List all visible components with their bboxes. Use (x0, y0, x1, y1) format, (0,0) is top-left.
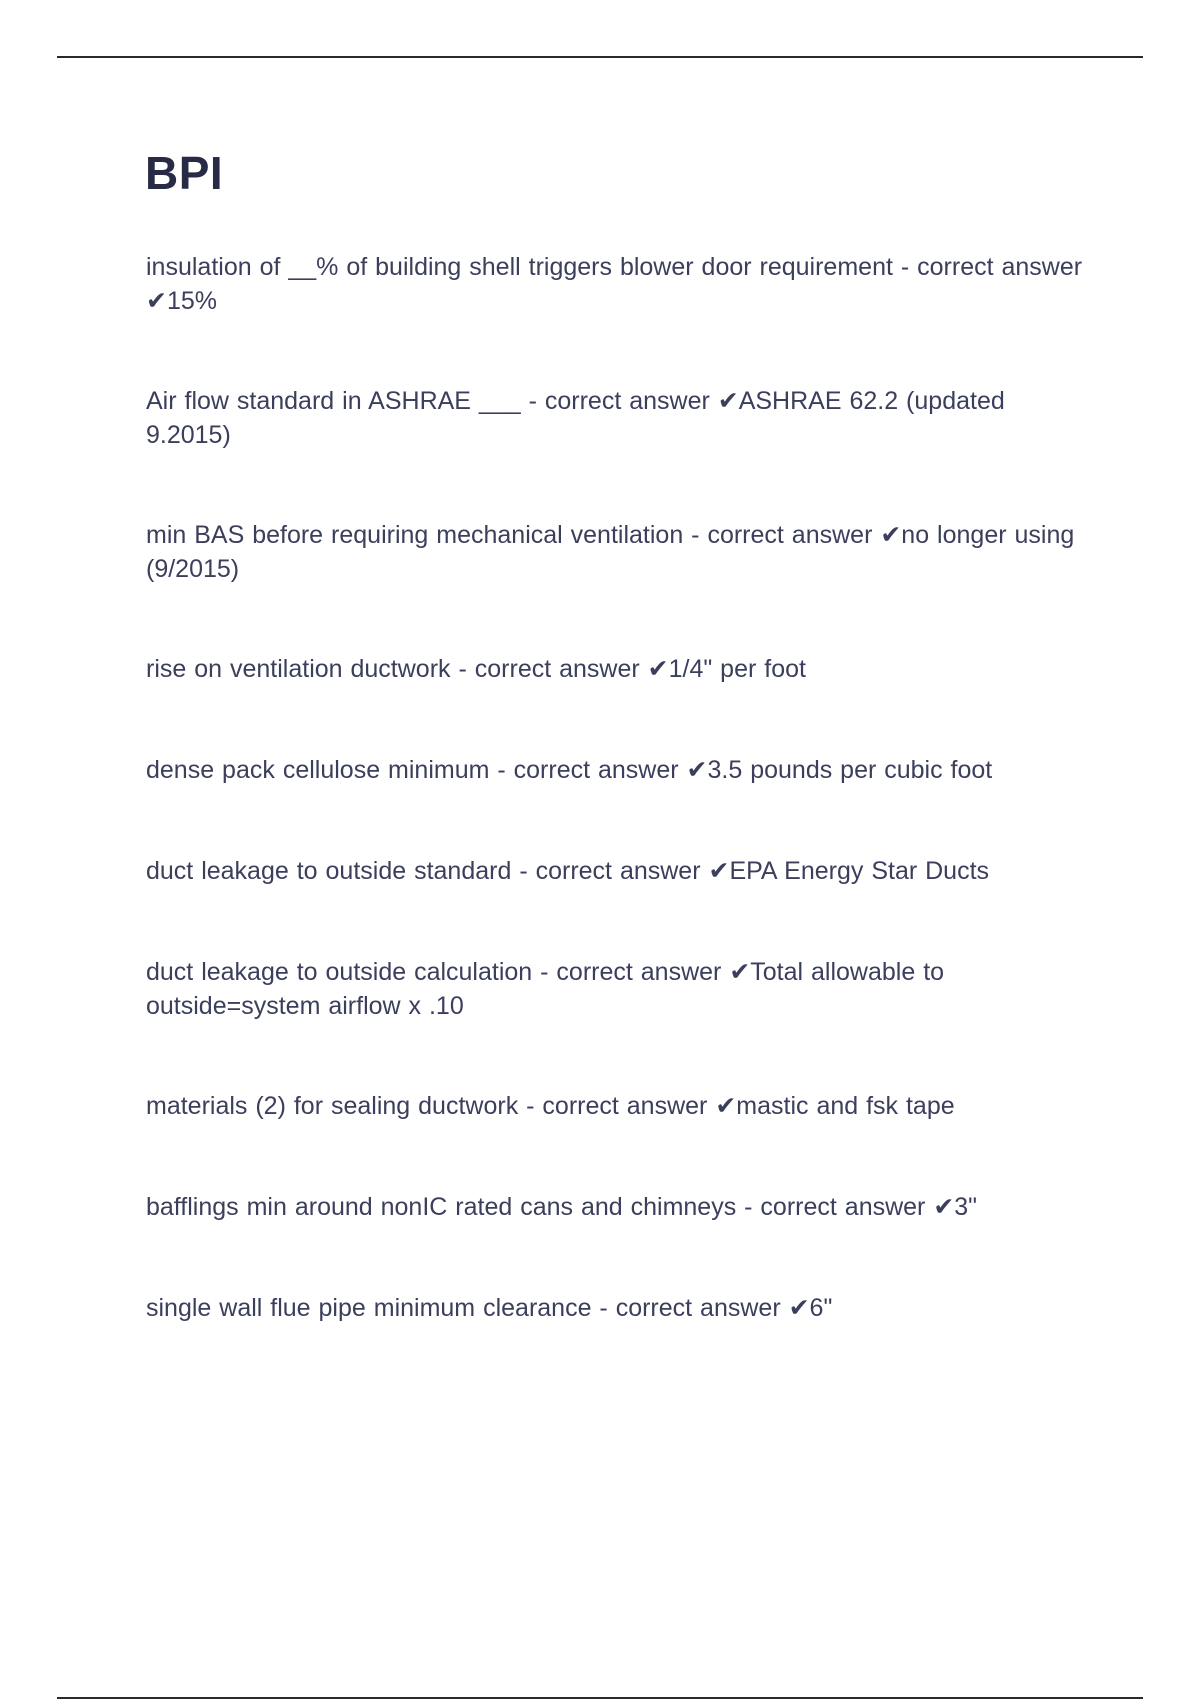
answer-separator: - correct answer (736, 1193, 934, 1221)
question-text: insulation of __% of building shell triggers blower door requirement (146, 253, 893, 281)
answer-separator: - correct answer (532, 958, 730, 986)
answer-separator: - correct answer (489, 756, 687, 784)
qa-item (146, 250, 1096, 318)
question-text: Air flow standard in ASHRAE ___ (146, 387, 521, 415)
answer-separator: - correct answer (518, 1092, 716, 1120)
question-text: dense pack cellulose minimum (146, 756, 490, 784)
qa-item (146, 384, 1096, 452)
answer-text: ASHRAE 62.2 (updated 9.2015) (146, 387, 1005, 449)
qa-item (146, 518, 1096, 586)
answer-separator: - correct answer (683, 521, 881, 549)
qa-item (146, 854, 1096, 888)
question-text: single wall flue pipe minimum clearance (146, 1294, 592, 1322)
answer-text: 3.5 pounds per cubic foot (707, 756, 993, 784)
answer-separator: - correct answer (450, 655, 648, 683)
answer-text: no longer using (9/2015) (146, 521, 1075, 583)
answer-text: 6" (809, 1294, 833, 1322)
question-text: rise on ventilation ductwork (146, 655, 451, 683)
question-text: bafflings min around nonIC rated cans and chimneys (146, 1193, 737, 1221)
checkmark-icon: ✔ (708, 857, 730, 885)
checkmark-icon: ✔ (729, 958, 751, 986)
question-text: duct leakage to outside standard (146, 857, 512, 885)
checkmark-icon: ✔ (715, 1092, 737, 1120)
checkmark-icon: ✔ (717, 387, 739, 415)
qa-item (146, 955, 1096, 1023)
question-text: materials (2) for sealing ductwork (146, 1092, 519, 1120)
answer-separator: - correct answer (511, 857, 709, 885)
qa-item (146, 652, 1096, 686)
answer-text: 1/4" per foot (668, 655, 806, 683)
checkmark-icon: ✔ (933, 1193, 955, 1221)
qa-item (146, 1089, 1096, 1123)
checkmark-icon: ✔ (880, 521, 902, 549)
answer-text: EPA Energy Star Ducts (729, 857, 990, 885)
document-title: BPI (145, 147, 224, 199)
checkmark-icon: ✔ (788, 1294, 810, 1322)
qa-item (146, 753, 1096, 787)
answer-text: Total allowable to outside=system airflow x .10 (146, 958, 945, 1020)
qa-item (146, 1291, 1096, 1325)
question-text: min BAS before requiring mechanical ventilation (146, 521, 684, 549)
checkmark-icon: ✔ (647, 655, 669, 683)
top-divider (57, 56, 1143, 58)
checkmark-icon: ✔ (146, 287, 167, 315)
answer-separator: - correct answer (591, 1294, 789, 1322)
question-text: duct leakage to outside calculation (146, 958, 533, 986)
answer-separator: - correct answer (520, 387, 718, 415)
answer-text: 3" (954, 1193, 978, 1221)
answer-text: mastic and fsk tape (736, 1092, 955, 1120)
answer-text: 15% (166, 287, 217, 315)
answer-separator: - correct answer (892, 253, 1083, 281)
bottom-divider (57, 1697, 1143, 1699)
qa-item (146, 1190, 1096, 1224)
checkmark-icon: ✔ (686, 756, 708, 784)
